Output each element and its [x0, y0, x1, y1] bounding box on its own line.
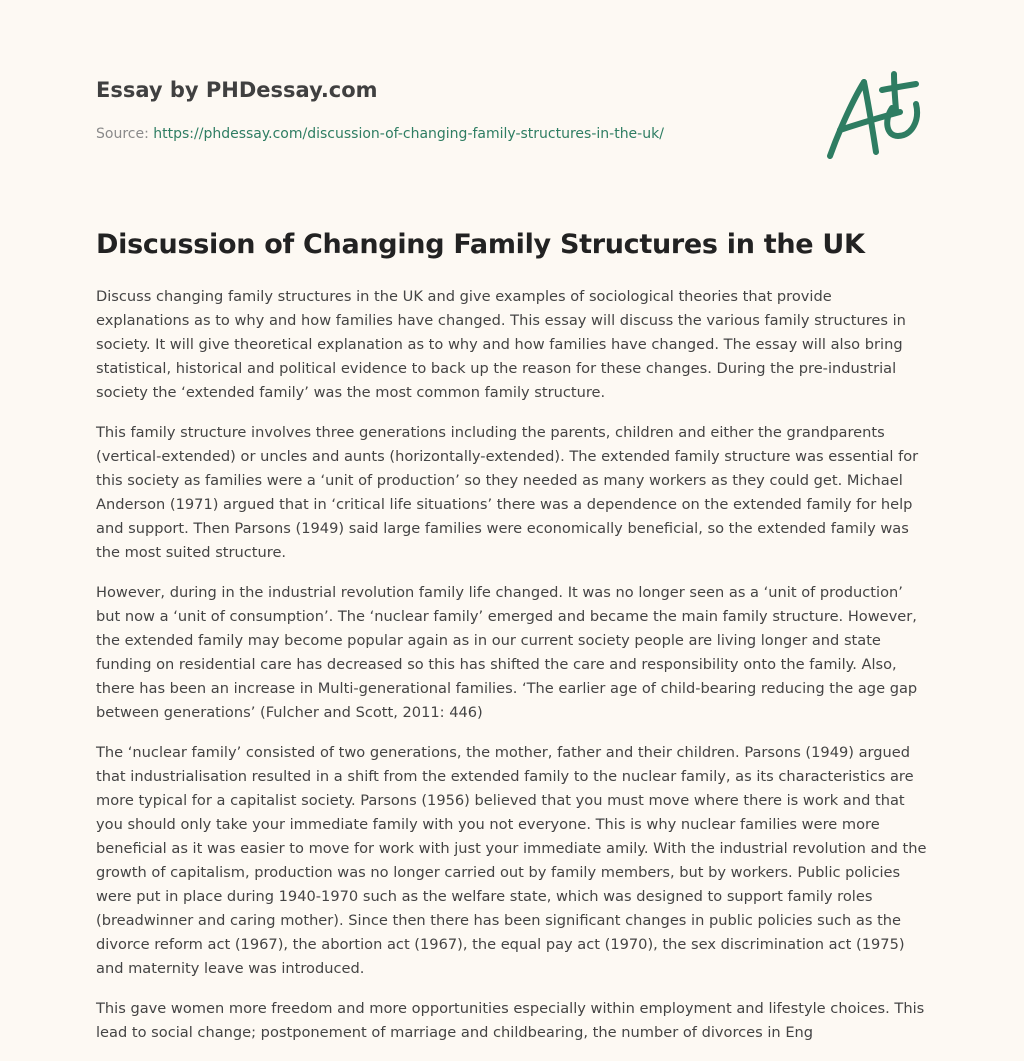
article-paragraph: The ‘nuclear family’ consisted of two generations, the mother, father and their children. Parsons (1949) argued that industrialisation resulted in a shift from the extended family to the nuclear family, as its characteristics are more typical for a capitalist society. Parsons (1956) believed that you must move where there is work and that you should only take your immediate family with you not everyone. This is why nuclear families were more beneficial as it was easier to move for work with just your immediate amily. With the industrial revolution and the growth of capitalism, production was no longer carried out by family members, but by workers. Public policies were put in place during 1940-1970 such as the welfare state, which was designed to support family roles (breadwinner and caring mother). Since then there has been significant changes in public policies such as the divorce reform act (1967), the abortion act (1967), the equal pay act (1970), the sex discrimination act (1975) and maternity leave was introduced. [96, 744, 927, 977]
article-paragraph: However, during in the industrial revolution family life changed. It was no longer seen as a ‘unit of production’ but now a ‘unit of consumption’. The ‘nuclear family’ emerged and became the main family structure. However, the extended family may become popular again as in our current society people are living longer and state funding on residential care has decreased so this has shifted the care and responsibility onto the family. Also, there has been an increase in Multi-generational families. ‘The earlier age of child-bearing reducing the age gap between generations’ (Fulcher and Scott, 2011: 446) [96, 584, 918, 721]
article-paragraph: This family structure involves three generations including the parents, children and either the grandparents (vertical-extended) or uncles and aunts (horizontally-extended). The extended family structure was essential for this society as families were a ‘unit of production’ so they needed as many workers as they could get. Michael Anderson (1971) argued that in ‘critical life situations’ there was a dependence on the extended family for help and support. Then Parsons (1949) said large families were economically beneficial, so the extended family was the most suited structure. [96, 424, 919, 561]
article-body [96, 285, 928, 1061]
source-link[interactable]: https://phdessay.com/discussion-of-changing-family-structures-in-the-uk/ [153, 126, 664, 142]
article-paragraph: This gave women more freedom and more opportunities especially within employment and lifestyle choices. This lead to social change; postponement of marriage and childbearing, the number of divorces in Eng [96, 1000, 925, 1041]
source-label: Source: [96, 126, 154, 142]
a-plus-grade-icon [820, 68, 930, 164]
source-line [96, 124, 796, 144]
article-paragraph: Discuss changing family structures in the UK and give examples of sociological theories that provide explanations as to why and how families have changed. This essay will discuss the various family structures in society. It will give theoretical explanation as to why and how families have changed. The essay will also bring statistical, historical and political evidence to back up the reason for these changes. During the pre-industrial society the ‘extended family’ was the most common family structure. [96, 288, 906, 401]
site-brand: Essay by PHDessay.com [96, 78, 378, 102]
article-title: Discussion of Changing Family Structures in the UK [96, 229, 865, 260]
site-header [96, 76, 796, 144]
